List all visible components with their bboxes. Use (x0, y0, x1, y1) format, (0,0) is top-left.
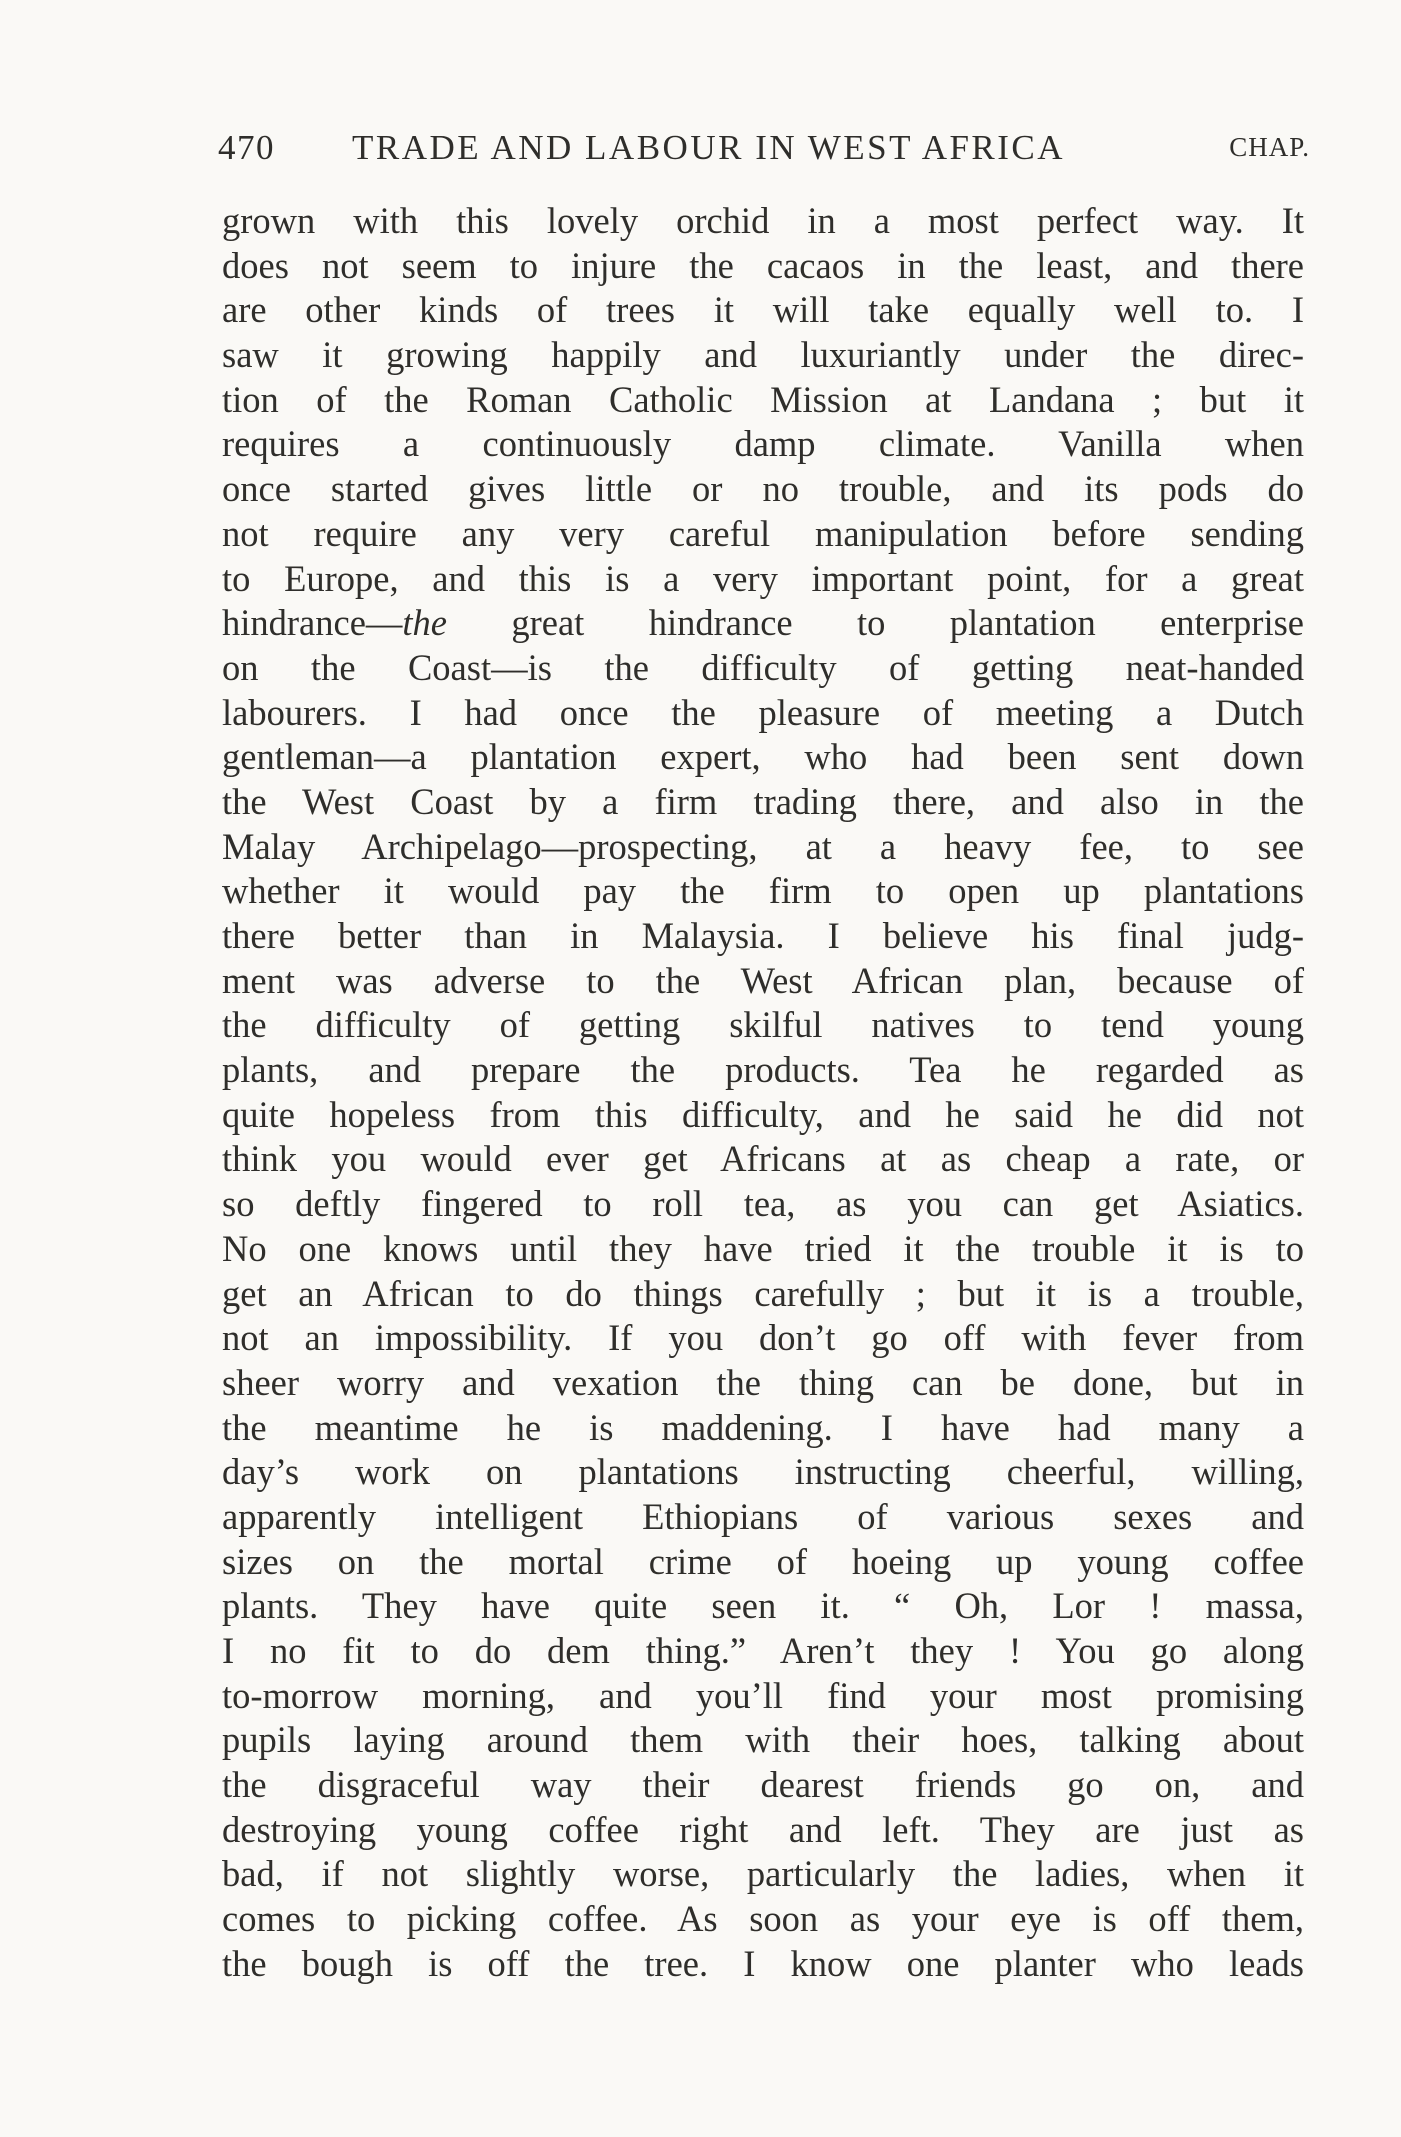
text-line: the difficulty of getting skilful natives to tend young (222, 1004, 1304, 1046)
text-line: the bough is off the tree. I know one planter who leads (222, 1942, 1304, 1984)
text-line: I no fit to do dem thing.” Aren’t they ! You go along (222, 1630, 1304, 1671)
text-segment: great hindrance to plantation enterprise (447, 602, 1304, 644)
running-head (218, 128, 1310, 188)
text-line: bad, if not slightly worse, particularly the ladies, when it (222, 1853, 1304, 1895)
text-line: sizes on the mortal crime of hoeing up young coffee (222, 1540, 1304, 1582)
text-line: saw it growing happily and luxuriantly under the direc- (222, 334, 1304, 376)
chapter-label: CHAP. (1229, 132, 1310, 162)
text-line: does not seem to injure the cacaos in the least, and there (222, 244, 1304, 286)
page-number: 470 (218, 128, 275, 167)
text-line: plants, and prepare the products. Tea he regarded as (222, 1049, 1304, 1091)
text-line: gentleman—a plantation expert, who had been sent down (222, 736, 1304, 778)
text-line: grown with this lovely orchid in a most perfect way. It (222, 200, 1304, 241)
text-line: ment was adverse to the West African plan, because of (222, 959, 1304, 1001)
text-line: not an impossibility. If you don’t go off with fever from (222, 1317, 1304, 1359)
text-line: apparently intelligent Ethiopians of various sexes and (222, 1495, 1304, 1537)
text-line: pupils laying around them with their hoes, talking about (222, 1719, 1304, 1761)
body-text (222, 199, 1304, 1987)
text-line: Malay Archipelago—prospecting, at a heavy fee, to see (222, 825, 1304, 867)
text-line: quite hopeless from this difficulty, and he said he did not (222, 1093, 1304, 1135)
text-line: sheer worry and vexation the thing can be done, but in (222, 1361, 1304, 1403)
text-line: the West Coast by a firm trading there, and also in the (222, 780, 1304, 822)
text-segment: hindrance— (222, 602, 403, 644)
text-line: so deftly fingered to roll tea, as you can get Asiatics. (222, 1183, 1304, 1225)
text-line: whether it would pay the firm to open up plantations (222, 870, 1304, 912)
text-line: the disgraceful way their dearest friends go on, and (222, 1764, 1304, 1806)
text-line: the meantime he is maddening. I have had many a (222, 1406, 1304, 1448)
text-line: get an African to do things carefully ; but it is a trouble, (222, 1272, 1304, 1314)
text-line (222, 601, 1304, 646)
text-line: labourers. I had once the pleasure of meeting a Dutch (222, 691, 1304, 733)
text-line: are other kinds of trees it will take equally well to. I (222, 289, 1304, 331)
text-line: destroying young coffee right and left. They are just as (222, 1808, 1304, 1850)
text-line: plants. They have quite seen it. “ Oh, Lor ! massa, (222, 1585, 1304, 1627)
text-line: once started gives little or no trouble, and its pods do (222, 468, 1304, 510)
text-line: on the Coast—is the difficulty of getting neat-handed (222, 646, 1304, 688)
text-line: No one knows until they have tried it the trouble it is to (222, 1227, 1304, 1269)
text-line: to Europe, and this is a very important point, for a great (222, 557, 1304, 599)
text-line: there better than in Malaysia. I believe his final judg- (222, 915, 1304, 956)
text-line: tion of the Roman Catholic Mission at Landana ; but it (222, 378, 1304, 420)
text-line: comes to picking coffee. As soon as your eye is off them, (222, 1898, 1304, 1940)
text-line: not require any very careful manipulation before sending (222, 512, 1304, 554)
text-line: to-morrow morning, and you’ll find your most promising (222, 1674, 1304, 1716)
text-line: think you would ever get Africans at as cheap a rate, or (222, 1138, 1304, 1180)
text-line: day’s work on plantations instructing cheerful, willing, (222, 1451, 1304, 1493)
emphasized-word: the (402, 602, 447, 644)
text-line: requires a continuously damp climate. Vanilla when (222, 423, 1304, 465)
running-title: TRADE AND LABOUR IN WEST AFRICA (352, 128, 1066, 167)
